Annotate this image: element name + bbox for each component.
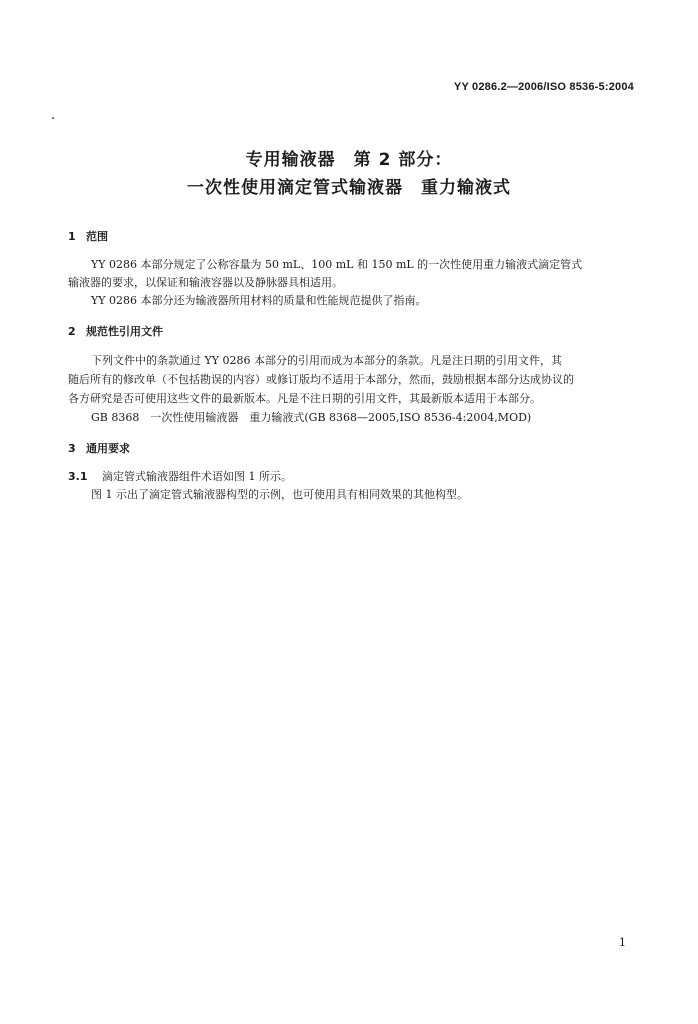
section-number: 1 — [68, 230, 76, 243]
standard-code: YY 0286.2—2006/ISO 8536-5:2004 — [453, 81, 634, 93]
document-title-line2: 一次性使用滴定管式输液器 重力输液式 — [187, 178, 511, 198]
section-1-heading — [68, 228, 108, 244]
section-1-para1-line1: YY 0286 本部分规定了公称容量为 50 mL、100 mL 和 150 mL 的一次性使用重力输液式滴定管式 — [91, 258, 583, 271]
section-number: 3 — [68, 442, 76, 455]
clause-text: 滴定管式输液器组件术语如图 1 所示。 — [102, 470, 292, 483]
clause-3-1-para2: 图 1 示出了滴定管式输液器构型的示例，也可使用具有相同效果的其他构型。 — [91, 488, 468, 501]
section-2-reference-gb8368: GB 8368 一次性使用输液器 重力输液式(GB 8368—2005,ISO 8536-4:2004,MOD) — [91, 411, 532, 424]
section-2-para1-line2: 随后所有的修改单（不包括勘误的内容）或修订版均不适用于本部分，然而，鼓励根据本部分达成协议的 — [68, 373, 574, 386]
section-2-para1-line3: 各方研究是否可使用这些文件的最新版本。凡是不注日期的引用文件，其最新版本适用于本部分。 — [68, 392, 541, 405]
section-title: 范围 — [86, 230, 108, 243]
page-number: 1 — [619, 936, 626, 949]
document-title-line1: 专用输液器 第 2 部分： — [245, 150, 453, 170]
clause-number: 3.1 — [68, 470, 88, 483]
section-1-para1-line2: 输液器的要求，以保证和输液容器以及静脉器具相适用。 — [68, 276, 343, 289]
section-3-heading — [68, 440, 130, 456]
section-2-para1-line1: 下列文件中的条款通过 YY 0286 本部分的引用而成为本部分的条款。凡是注日期的引用文件，其 — [91, 354, 563, 367]
section-number: 2 — [68, 325, 76, 338]
clause-3-1 — [68, 468, 292, 486]
section-title: 规范性引用文件 — [86, 325, 163, 338]
section-1-para2: YY 0286 本部分还为输液器所用材料的质量和性能规范提供了指南。 — [91, 294, 427, 307]
section-title: 通用要求 — [86, 442, 130, 455]
scan-speck — [52, 117, 54, 119]
section-2-heading — [68, 323, 163, 339]
